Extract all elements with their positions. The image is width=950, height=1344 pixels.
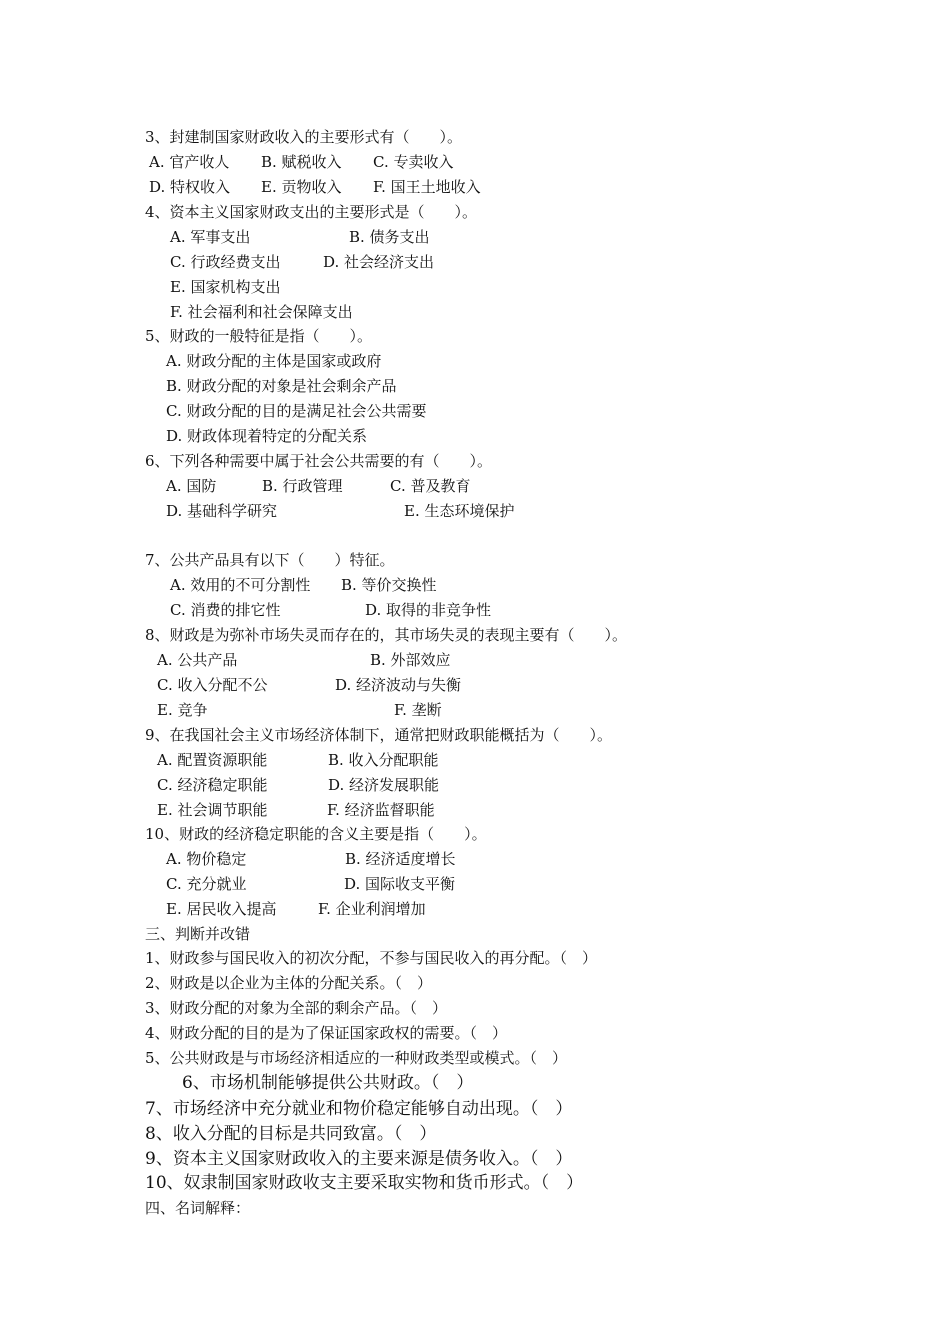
- q7-option-d: D. 取得的非竞争性: [365, 601, 492, 619]
- q5-option-d: D. 财政体现着特定的分配关系: [166, 427, 368, 445]
- q8-option-a: A. 公共产品: [157, 651, 238, 669]
- tf-item-1: 1、财政参与国民收入的初次分配，不参与国民收入的再分配。（ ）: [145, 949, 598, 967]
- tf-item-5: 5、公共财政是与市场经济相适应的一种财政类型或模式。（ ）: [145, 1049, 568, 1067]
- q9-option-f: F. 经济监督职能: [327, 801, 435, 819]
- question-7-stem: 7、公共产品具有以下（ ）特征。: [145, 551, 395, 569]
- question-4-stem: 4、资本主义国家财政支出的主要形式是（ ）。: [145, 203, 478, 221]
- q4-option-f: F. 社会福利和社会保障支出: [170, 303, 353, 321]
- q5-option-b: B. 财政分配的对象是社会剩余产品: [166, 377, 397, 395]
- q5-option-a: A. 财政分配的主体是国家或政府: [166, 352, 382, 370]
- question-6-stem: 6、下列各种需要中属于社会公共需要的有（ ）。: [145, 452, 493, 470]
- q4-option-c: C. 行政经费支出: [170, 253, 281, 271]
- q9-option-d: D. 经济发展职能: [328, 776, 440, 794]
- tf-item-10: 10、奴隶制国家财政收支主要采取实物和货币形式。（ ）: [145, 1173, 584, 1193]
- tf-item-7: 7、市场经济中充分就业和物价稳定能够自动出现。（ ）: [145, 1099, 573, 1119]
- q3-option-a: A. 官产收人: [149, 153, 230, 171]
- q4-option-e: E. 国家机构支出: [170, 278, 281, 296]
- question-8-stem: 8、财政是为弥补市场失灵而存在的，其市场失灵的表现主要有（ ）。: [145, 626, 628, 644]
- tf-item-6: 6、市场机制能够提供公共财政。（ ）: [182, 1073, 474, 1093]
- q3-option-e: E. 贡物收入: [261, 178, 342, 196]
- q7-option-a: A. 效用的不可分割性: [170, 576, 311, 594]
- tf-item-2: 2、财政是以企业为主体的分配关系。（ ）: [145, 974, 433, 992]
- q10-option-b: B. 经济适度增长: [345, 850, 456, 868]
- q8-option-f: F. 垄断: [394, 701, 442, 719]
- q9-option-c: C. 经济稳定职能: [157, 776, 268, 794]
- question-9-stem: 9、在我国社会主义市场经济体制下，通常把财政职能概括为（ ）。: [145, 726, 613, 744]
- q10-option-e: E. 居民收入提高: [166, 900, 277, 918]
- q8-option-b: B. 外部效应: [370, 651, 451, 669]
- q6-option-d: D. 基础科学研究: [166, 502, 278, 520]
- q6-option-b: B. 行政管理: [262, 477, 343, 495]
- q3-option-b: B. 赋税收入: [261, 153, 342, 171]
- tf-item-8: 8、收入分配的目标是共同致富。（ ）: [145, 1124, 437, 1144]
- q8-option-d: D. 经济波动与失衡: [335, 676, 462, 694]
- q10-option-c: C. 充分就业: [166, 875, 247, 893]
- q4-option-a: A. 军事支出: [170, 228, 251, 246]
- tf-item-4: 4、财政分配的目的是为了保证国家政权的需要。（ ）: [145, 1024, 508, 1042]
- q7-option-c: C. 消费的排它性: [170, 601, 281, 619]
- q9-option-a: A. 配置资源职能: [157, 751, 268, 769]
- q6-option-e: E. 生态环境保护: [404, 502, 515, 520]
- tf-item-3: 3、财政分配的对象为全部的剩余产品。（ ）: [145, 999, 448, 1017]
- q7-option-b: B. 等价交换性: [341, 576, 437, 594]
- q10-option-d: D. 国际收支平衡: [344, 875, 456, 893]
- q6-option-a: A. 国防: [166, 477, 217, 495]
- q9-option-e: E. 社会调节职能: [157, 801, 268, 819]
- q9-option-b: B. 收入分配职能: [328, 751, 439, 769]
- q10-option-f: F. 企业利润增加: [318, 900, 426, 918]
- q4-option-d: D. 社会经济支出: [323, 253, 435, 271]
- q3-option-c: C. 专卖收入: [373, 153, 454, 171]
- q4-option-b: B. 债务支出: [349, 228, 430, 246]
- q3-option-d: D. 特权收入: [149, 178, 231, 196]
- q8-option-c: C. 收入分配不公: [157, 676, 268, 694]
- section-3-title: 三、判断并改错: [145, 925, 251, 943]
- q5-option-c: C. 财政分配的目的是满足社会公共需要: [166, 402, 427, 420]
- q8-option-e: E. 竞争: [157, 701, 208, 719]
- question-5-stem: 5、财政的一般特征是指（ ）。: [145, 327, 373, 345]
- question-10-stem: 10、财政的经济稳定职能的含义主要是指（ ）。: [145, 825, 487, 843]
- q10-option-a: A. 物价稳定: [166, 850, 247, 868]
- tf-item-9: 9、资本主义国家财政收入的主要来源是债务收入。（ ）: [145, 1149, 573, 1169]
- question-3-stem: 3、封建制国家财政收入的主要形式有（ ）。: [145, 128, 463, 146]
- section-4-title: 四、名词解释：: [145, 1199, 251, 1217]
- q6-option-c: C. 普及教育: [390, 477, 471, 495]
- q3-option-f: F. 国王土地收入: [373, 178, 481, 196]
